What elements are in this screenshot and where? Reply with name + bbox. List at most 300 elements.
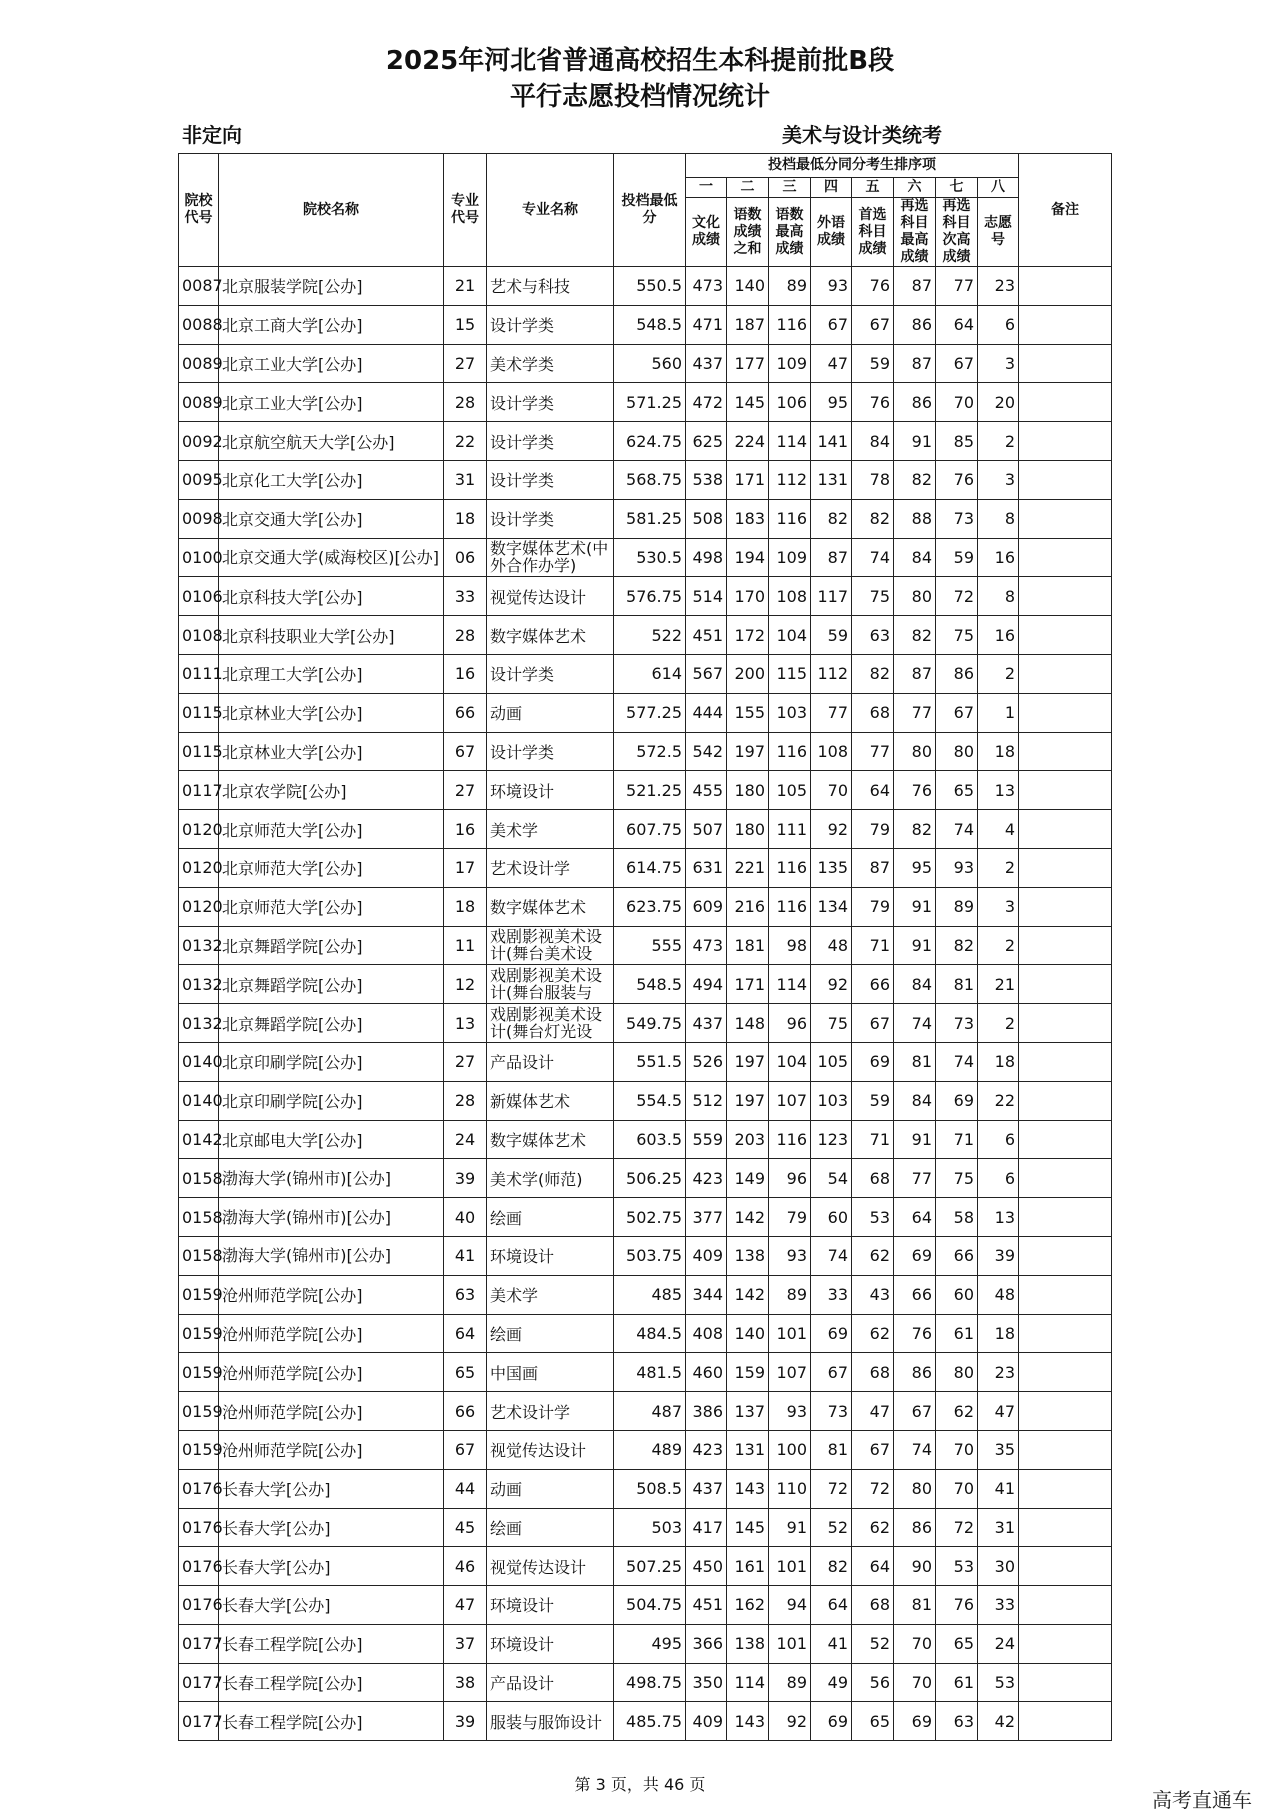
- cell-chn-math-sum: 177: [727, 344, 769, 383]
- cell-remark: [1019, 1120, 1112, 1159]
- cell-choice-no: 22: [978, 1081, 1019, 1120]
- table-row: [179, 1042, 1112, 1081]
- cell-remark: [1019, 538, 1112, 577]
- cell-reselect-max: 91: [894, 887, 936, 926]
- cell-culture-score: 344: [686, 1275, 727, 1314]
- cell-school-name: 长春大学[公办]: [219, 1508, 444, 1547]
- cell-culture-score: 498: [686, 538, 727, 577]
- cell-school-code: 0159: [179, 1392, 219, 1431]
- cell-major-code: 24: [444, 1120, 487, 1159]
- cell-major-name: 视觉传达设计: [487, 1430, 614, 1469]
- cell-foreign-lang: 67: [811, 1353, 852, 1392]
- cell-chn-math-max: 111: [769, 810, 811, 849]
- cell-chn-math-max: 89: [769, 267, 811, 306]
- cell-major-name: 服装与服饰设计: [487, 1702, 614, 1741]
- cell-reselect-second: 63: [936, 1702, 978, 1741]
- cell-reselect-max: 82: [894, 460, 936, 499]
- cell-chn-math-sum: 197: [727, 1042, 769, 1081]
- cell-foreign-lang: 81: [811, 1430, 852, 1469]
- cell-choice-no: 23: [978, 1353, 1019, 1392]
- cell-reselect-max: 86: [894, 383, 936, 422]
- cell-major-name: 设计学类: [487, 383, 614, 422]
- header-sub-1: 文化成绩: [686, 198, 727, 267]
- cell-remark: [1019, 305, 1112, 344]
- cell-first-subject: 65: [852, 1702, 894, 1741]
- cell-major-name: 戏剧影视美术设计(舞台美术设: [487, 926, 614, 965]
- cell-culture-score: 408: [686, 1314, 727, 1353]
- cell-chn-math-max: 115: [769, 654, 811, 693]
- cell-culture-score: 350: [686, 1663, 727, 1702]
- cell-major-code: 31: [444, 460, 487, 499]
- cell-remark: [1019, 344, 1112, 383]
- cell-foreign-lang: 123: [811, 1120, 852, 1159]
- cell-major-code: 38: [444, 1663, 487, 1702]
- cell-reselect-second: 80: [936, 1353, 978, 1392]
- cell-reselect-max: 82: [894, 616, 936, 655]
- cell-min-score: 568.75: [614, 460, 686, 499]
- cell-min-score: 623.75: [614, 887, 686, 926]
- cell-chn-math-sum: 183: [727, 499, 769, 538]
- cell-major-code: 39: [444, 1702, 487, 1741]
- cell-foreign-lang: 33: [811, 1275, 852, 1314]
- cell-school-code: 0159: [179, 1353, 219, 1392]
- cell-major-code: 16: [444, 654, 487, 693]
- cell-choice-no: 6: [978, 305, 1019, 344]
- cell-chn-math-max: 94: [769, 1586, 811, 1625]
- cell-foreign-lang: 135: [811, 848, 852, 887]
- cell-first-subject: 67: [852, 305, 894, 344]
- cell-choice-no: 2: [978, 422, 1019, 461]
- cell-major-name: 艺术与科技: [487, 267, 614, 306]
- cell-major-name: 戏剧影视美术设计(舞台灯光设: [487, 1004, 614, 1043]
- cell-chn-math-sum: 216: [727, 887, 769, 926]
- cell-major-name: 设计学类: [487, 305, 614, 344]
- cell-choice-no: 3: [978, 887, 1019, 926]
- cell-chn-math-sum: 145: [727, 383, 769, 422]
- table-row: [179, 810, 1112, 849]
- cell-school-code: 0111: [179, 654, 219, 693]
- cell-major-name: 数字媒体艺术: [487, 616, 614, 655]
- cell-major-name: 设计学类: [487, 654, 614, 693]
- cell-reselect-max: 82: [894, 810, 936, 849]
- cell-school-code: 0158: [179, 1236, 219, 1275]
- cell-major-code: 28: [444, 1081, 487, 1120]
- cell-choice-no: 33: [978, 1586, 1019, 1625]
- cell-remark: [1019, 267, 1112, 306]
- cell-chn-math-sum: 145: [727, 1508, 769, 1547]
- cell-foreign-lang: 117: [811, 577, 852, 616]
- cell-school-name: 沧州师范学院[公办]: [219, 1314, 444, 1353]
- cell-reselect-second: 74: [936, 1042, 978, 1081]
- cell-chn-math-max: 105: [769, 771, 811, 810]
- cell-culture-score: 460: [686, 1353, 727, 1392]
- cell-first-subject: 75: [852, 577, 894, 616]
- header-major-code: 专业代号: [444, 154, 487, 267]
- cell-reselect-second: 89: [936, 887, 978, 926]
- cell-choice-no: 20: [978, 383, 1019, 422]
- cell-reselect-max: 87: [894, 344, 936, 383]
- cell-reselect-max: 64: [894, 1198, 936, 1237]
- cell-remark: [1019, 771, 1112, 810]
- cell-reselect-second: 75: [936, 616, 978, 655]
- cell-first-subject: 67: [852, 1004, 894, 1043]
- cell-choice-no: 18: [978, 1314, 1019, 1353]
- cell-chn-math-max: 107: [769, 1081, 811, 1120]
- cell-reselect-second: 77: [936, 267, 978, 306]
- header-rank-8: 八: [978, 178, 1019, 198]
- cell-major-name: 动画: [487, 1469, 614, 1508]
- cell-chn-math-sum: 180: [727, 771, 769, 810]
- cell-school-code: 0106: [179, 577, 219, 616]
- table-row: [179, 1586, 1112, 1625]
- header-rank-4: 四: [811, 178, 852, 198]
- cell-reselect-max: 87: [894, 267, 936, 306]
- page-title: 2025年河北省普通高校招生本科提前批B段: [385, 46, 895, 76]
- cell-first-subject: 84: [852, 422, 894, 461]
- cell-major-name: 美术学: [487, 1275, 614, 1314]
- cell-school-code: 0108: [179, 616, 219, 655]
- cell-school-code: 0089: [179, 344, 219, 383]
- cell-culture-score: 512: [686, 1081, 727, 1120]
- cell-first-subject: 71: [852, 1120, 894, 1159]
- cell-school-name: 北京师范大学[公办]: [219, 810, 444, 849]
- cell-school-code: 0117: [179, 771, 219, 810]
- header-rank-2: 二: [727, 178, 769, 198]
- cell-culture-score: 451: [686, 616, 727, 655]
- header-remark: 备注: [1019, 154, 1112, 267]
- cell-min-score: 506.25: [614, 1159, 686, 1198]
- table-row: [179, 654, 1112, 693]
- cell-chn-math-sum: 197: [727, 732, 769, 771]
- table-row: [179, 1547, 1112, 1586]
- cell-major-name: 中国画: [487, 1353, 614, 1392]
- cell-chn-math-max: 100: [769, 1430, 811, 1469]
- cell-school-code: 0140: [179, 1042, 219, 1081]
- cell-culture-score: 526: [686, 1042, 727, 1081]
- cell-choice-no: 24: [978, 1624, 1019, 1663]
- cell-chn-math-sum: 181: [727, 926, 769, 965]
- cell-reselect-second: 60: [936, 1275, 978, 1314]
- cell-choice-no: 2: [978, 1004, 1019, 1043]
- cell-first-subject: 72: [852, 1469, 894, 1508]
- cell-reselect-second: 85: [936, 422, 978, 461]
- cell-chn-math-sum: 149: [727, 1159, 769, 1198]
- cell-first-subject: 68: [852, 1159, 894, 1198]
- cell-reselect-second: 69: [936, 1081, 978, 1120]
- cell-culture-score: 559: [686, 1120, 727, 1159]
- cell-culture-score: 471: [686, 305, 727, 344]
- cell-school-code: 0120: [179, 810, 219, 849]
- cell-major-code: 41: [444, 1236, 487, 1275]
- cell-foreign-lang: 93: [811, 267, 852, 306]
- cell-remark: [1019, 499, 1112, 538]
- cell-major-code: 33: [444, 577, 487, 616]
- cell-chn-math-max: 107: [769, 1353, 811, 1392]
- table-row: [179, 1663, 1112, 1702]
- cell-chn-math-max: 112: [769, 460, 811, 499]
- cell-reselect-second: 66: [936, 1236, 978, 1275]
- cell-chn-math-max: 116: [769, 305, 811, 344]
- cell-major-code: 46: [444, 1547, 487, 1586]
- cell-culture-score: 451: [686, 1586, 727, 1625]
- cell-school-name: 北京林业大学[公办]: [219, 693, 444, 732]
- cell-remark: [1019, 848, 1112, 887]
- cell-foreign-lang: 82: [811, 499, 852, 538]
- table-row: [179, 305, 1112, 344]
- cell-min-score: 577.25: [614, 693, 686, 732]
- cell-major-name: 美术学: [487, 810, 614, 849]
- cell-chn-math-sum: 142: [727, 1275, 769, 1314]
- cell-min-score: 572.5: [614, 732, 686, 771]
- cell-reselect-second: 62: [936, 1392, 978, 1431]
- cell-chn-math-sum: 114: [727, 1663, 769, 1702]
- cell-chn-math-sum: 180: [727, 810, 769, 849]
- header-min-score: 投档最低分: [614, 154, 686, 267]
- category-right-label: 美术与设计类统考: [782, 123, 942, 147]
- cell-reselect-second: 65: [936, 1624, 978, 1663]
- cell-school-name: 北京农学院[公办]: [219, 771, 444, 810]
- cell-chn-math-max: 114: [769, 422, 811, 461]
- cell-remark: [1019, 1586, 1112, 1625]
- cell-chn-math-max: 114: [769, 965, 811, 1004]
- cell-school-name: 北京科技大学[公办]: [219, 577, 444, 616]
- cell-chn-math-sum: 137: [727, 1392, 769, 1431]
- table-row: [179, 1430, 1112, 1469]
- table-row: [179, 1702, 1112, 1741]
- cell-foreign-lang: 95: [811, 383, 852, 422]
- cell-first-subject: 47: [852, 1392, 894, 1431]
- cell-min-score: 560: [614, 344, 686, 383]
- cell-foreign-lang: 105: [811, 1042, 852, 1081]
- cell-reselect-max: 84: [894, 538, 936, 577]
- cell-min-score: 504.75: [614, 1586, 686, 1625]
- cell-choice-no: 3: [978, 460, 1019, 499]
- cell-reselect-max: 74: [894, 1430, 936, 1469]
- cell-reselect-second: 75: [936, 1159, 978, 1198]
- cell-remark: [1019, 693, 1112, 732]
- cell-choice-no: 23: [978, 267, 1019, 306]
- cell-reselect-second: 61: [936, 1663, 978, 1702]
- header-rank-3: 三: [769, 178, 811, 198]
- table-row: [179, 1120, 1112, 1159]
- cell-choice-no: 39: [978, 1236, 1019, 1275]
- cell-school-name: 北京林业大学[公办]: [219, 732, 444, 771]
- header-rank-5: 五: [852, 178, 894, 198]
- cell-reselect-second: 71: [936, 1120, 978, 1159]
- cell-foreign-lang: 108: [811, 732, 852, 771]
- header-ranking-group: 投档最低分同分考生排序项: [686, 154, 1019, 178]
- cell-reselect-max: 77: [894, 693, 936, 732]
- cell-foreign-lang: 41: [811, 1624, 852, 1663]
- cell-major-code: 06: [444, 538, 487, 577]
- cell-first-subject: 76: [852, 267, 894, 306]
- cell-school-code: 0088: [179, 305, 219, 344]
- cell-school-code: 0176: [179, 1508, 219, 1547]
- cell-remark: [1019, 732, 1112, 771]
- cell-foreign-lang: 141: [811, 422, 852, 461]
- cell-school-name: 长春大学[公办]: [219, 1547, 444, 1586]
- cell-foreign-lang: 87: [811, 538, 852, 577]
- cell-first-subject: 74: [852, 538, 894, 577]
- cell-chn-math-max: 91: [769, 1508, 811, 1547]
- table-row: [179, 1469, 1112, 1508]
- cell-school-name: 渤海大学(锦州市)[公办]: [219, 1198, 444, 1237]
- cell-major-name: 动画: [487, 693, 614, 732]
- cell-foreign-lang: 74: [811, 1236, 852, 1275]
- cell-remark: [1019, 460, 1112, 499]
- page-footer: 第 3 页，共 46 页: [574, 1775, 706, 1794]
- cell-remark: [1019, 1702, 1112, 1741]
- cell-reselect-max: 91: [894, 1120, 936, 1159]
- cell-foreign-lang: 82: [811, 1547, 852, 1586]
- cell-school-name: 北京交通大学[公办]: [219, 499, 444, 538]
- cell-min-score: 502.75: [614, 1198, 686, 1237]
- cell-remark: [1019, 1236, 1112, 1275]
- cell-major-code: 28: [444, 616, 487, 655]
- cell-min-score: 503: [614, 1508, 686, 1547]
- cell-reselect-max: 67: [894, 1392, 936, 1431]
- cell-chn-math-sum: 203: [727, 1120, 769, 1159]
- cell-school-name: 北京印刷学院[公办]: [219, 1081, 444, 1120]
- cell-choice-no: 1: [978, 693, 1019, 732]
- table-row: [179, 1624, 1112, 1663]
- cell-remark: [1019, 1547, 1112, 1586]
- watermark: 高考直通车: [1152, 1788, 1252, 1812]
- cell-culture-score: 508: [686, 499, 727, 538]
- table-row: [179, 848, 1112, 887]
- cell-school-name: 北京舞蹈学院[公办]: [219, 926, 444, 965]
- cell-chn-math-max: 93: [769, 1392, 811, 1431]
- cell-chn-math-sum: 138: [727, 1624, 769, 1663]
- cell-reselect-max: 76: [894, 771, 936, 810]
- cell-major-name: 美术学类: [487, 344, 614, 383]
- cell-min-score: 508.5: [614, 1469, 686, 1508]
- cell-school-name: 北京印刷学院[公办]: [219, 1042, 444, 1081]
- cell-min-score: 530.5: [614, 538, 686, 577]
- cell-min-score: 555: [614, 926, 686, 965]
- cell-min-score: 485: [614, 1275, 686, 1314]
- cell-foreign-lang: 70: [811, 771, 852, 810]
- cell-first-subject: 76: [852, 383, 894, 422]
- cell-reselect-max: 81: [894, 1042, 936, 1081]
- cell-chn-math-max: 92: [769, 1702, 811, 1741]
- cell-reselect-max: 91: [894, 926, 936, 965]
- cell-min-score: 521.25: [614, 771, 686, 810]
- cell-major-code: 63: [444, 1275, 487, 1314]
- table-row: [179, 1314, 1112, 1353]
- cell-school-name: 沧州师范学院[公办]: [219, 1353, 444, 1392]
- cell-remark: [1019, 616, 1112, 655]
- cell-school-code: 0100: [179, 538, 219, 577]
- cell-remark: [1019, 383, 1112, 422]
- cell-first-subject: 79: [852, 810, 894, 849]
- cell-major-name: 绘画: [487, 1198, 614, 1237]
- cell-foreign-lang: 60: [811, 1198, 852, 1237]
- table-row: [179, 383, 1112, 422]
- cell-school-code: 0176: [179, 1586, 219, 1625]
- table-row: [179, 887, 1112, 926]
- header-sub-5: 首选科目成绩: [852, 198, 894, 267]
- header-sub-6: 再选科目最高成绩: [894, 198, 936, 267]
- cell-school-name: 长春工程学院[公办]: [219, 1663, 444, 1702]
- cell-first-subject: 77: [852, 732, 894, 771]
- header-school-code: 院校代号: [179, 154, 219, 267]
- cell-min-score: 522: [614, 616, 686, 655]
- cell-reselect-second: 67: [936, 344, 978, 383]
- cell-culture-score: 514: [686, 577, 727, 616]
- cell-foreign-lang: 69: [811, 1702, 852, 1741]
- cell-major-code: 12: [444, 965, 487, 1004]
- cell-chn-math-max: 109: [769, 344, 811, 383]
- cell-remark: [1019, 1042, 1112, 1081]
- cell-reselect-second: 76: [936, 1586, 978, 1625]
- cell-reselect-max: 84: [894, 1081, 936, 1120]
- cell-foreign-lang: 92: [811, 810, 852, 849]
- cell-choice-no: 18: [978, 1042, 1019, 1081]
- cell-major-code: 21: [444, 267, 487, 306]
- cell-choice-no: 41: [978, 1469, 1019, 1508]
- cell-school-code: 0158: [179, 1198, 219, 1237]
- cell-chn-math-sum: 143: [727, 1702, 769, 1741]
- cell-school-code: 0120: [179, 887, 219, 926]
- cell-chn-math-max: 101: [769, 1547, 811, 1586]
- cell-foreign-lang: 69: [811, 1314, 852, 1353]
- table-row: [179, 267, 1112, 306]
- cell-culture-score: 473: [686, 267, 727, 306]
- cell-reselect-second: 76: [936, 460, 978, 499]
- table-row: [179, 1508, 1112, 1547]
- cell-chn-math-sum: 148: [727, 1004, 769, 1043]
- page-subtitle: 平行志愿投档情况统计: [509, 82, 770, 112]
- cell-foreign-lang: 112: [811, 654, 852, 693]
- cell-reselect-second: 73: [936, 1004, 978, 1043]
- cell-school-name: 长春大学[公办]: [219, 1469, 444, 1508]
- cell-school-code: 0177: [179, 1702, 219, 1741]
- cell-min-score: 554.5: [614, 1081, 686, 1120]
- cell-first-subject: 59: [852, 1081, 894, 1120]
- cell-remark: [1019, 1392, 1112, 1431]
- cell-school-code: 0098: [179, 499, 219, 538]
- admission-table: [178, 153, 1112, 1741]
- cell-first-subject: 43: [852, 1275, 894, 1314]
- cell-min-score: 624.75: [614, 422, 686, 461]
- cell-min-score: 548.5: [614, 965, 686, 1004]
- cell-school-code: 0087: [179, 267, 219, 306]
- cell-chn-math-max: 103: [769, 693, 811, 732]
- header-sub-8: 志愿号: [978, 198, 1019, 267]
- cell-chn-math-max: 108: [769, 577, 811, 616]
- cell-choice-no: 53: [978, 1663, 1019, 1702]
- cell-min-score: 550.5: [614, 267, 686, 306]
- cell-min-score: 576.75: [614, 577, 686, 616]
- cell-choice-no: 6: [978, 1159, 1019, 1198]
- cell-remark: [1019, 1081, 1112, 1120]
- cell-major-code: 37: [444, 1624, 487, 1663]
- cell-reselect-second: 65: [936, 771, 978, 810]
- table-row: [179, 1275, 1112, 1314]
- table-row: [179, 771, 1112, 810]
- cell-school-name: 北京理工大学[公办]: [219, 654, 444, 693]
- cell-choice-no: 13: [978, 1198, 1019, 1237]
- cell-min-score: 503.75: [614, 1236, 686, 1275]
- cell-culture-score: 542: [686, 732, 727, 771]
- cell-choice-no: 16: [978, 538, 1019, 577]
- cell-remark: [1019, 654, 1112, 693]
- cell-choice-no: 3: [978, 344, 1019, 383]
- cell-reselect-second: 70: [936, 383, 978, 422]
- cell-first-subject: 56: [852, 1663, 894, 1702]
- cell-major-code: 65: [444, 1353, 487, 1392]
